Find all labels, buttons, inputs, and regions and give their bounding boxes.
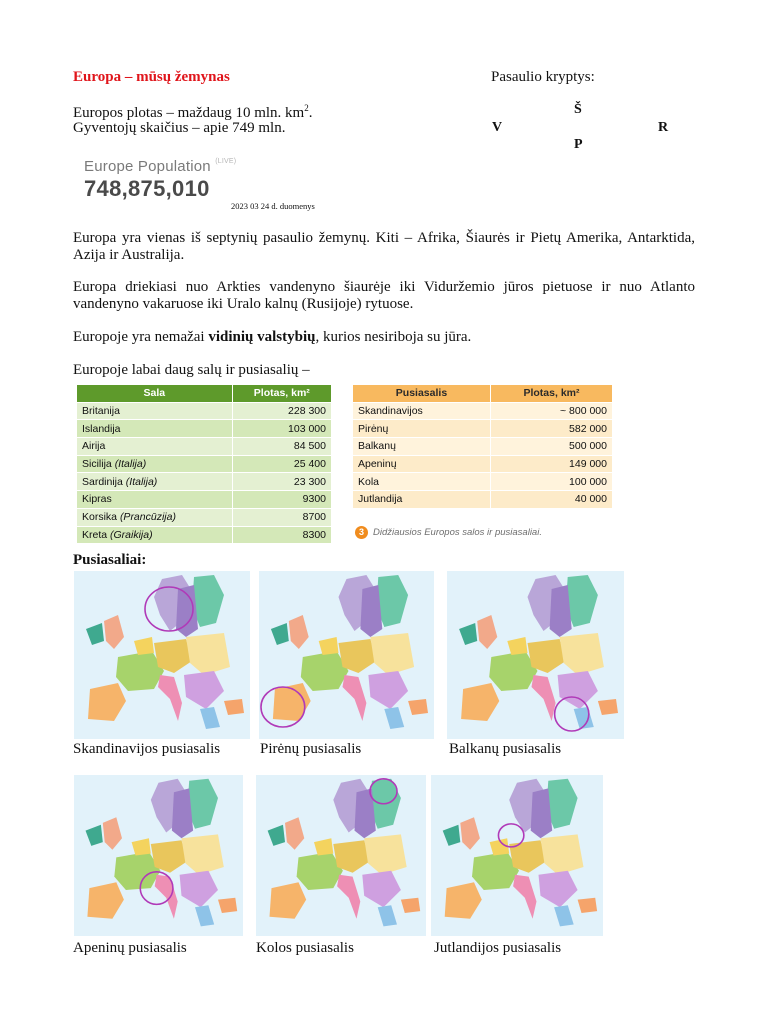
island-name: Britanija xyxy=(77,402,233,420)
peninsula-area: 100 000 xyxy=(490,473,612,491)
peninsula-map xyxy=(74,775,243,936)
table-row xyxy=(77,455,332,473)
map-caption: Jutlandijos pusiasalis xyxy=(434,940,562,956)
peninsula-name: Skandinavijos xyxy=(353,402,491,420)
table-row xyxy=(77,491,332,509)
table-row xyxy=(77,402,332,420)
population-counter: 748,875,010 xyxy=(84,176,210,201)
population-stat: Gyventojų skaičius – apie 749 mln. xyxy=(73,120,286,136)
island-area: 9300 xyxy=(232,491,331,509)
island-name: Islandija xyxy=(77,420,233,438)
peninsula-map xyxy=(431,775,603,936)
map-caption: Skandinavijos pusiasalis xyxy=(73,741,221,757)
paragraph-islands-intro: Europoje labai daug salų ir pusiasalių – xyxy=(73,362,310,378)
island-name: Kreta (Graikija) xyxy=(77,526,233,544)
table-row xyxy=(77,473,332,491)
population-widget-title: Europe Population $^{(LIVE)}$ xyxy=(84,158,237,175)
peninsulas-table xyxy=(352,384,613,509)
table-row xyxy=(77,508,332,526)
table-row xyxy=(353,438,613,456)
peninsula-area: 149 000 xyxy=(490,455,612,473)
table-row xyxy=(353,455,613,473)
table-caption-text: Didžiausios Europos salos ir pusiasaliai. xyxy=(373,527,542,538)
island-name: Korsika (Prancūzija) xyxy=(77,508,233,526)
landlocked-term: vidinių valstybių xyxy=(208,329,316,345)
map-caption: Kolos pusiasalis xyxy=(256,940,354,956)
peninsulas-heading: Pusiasaliai: xyxy=(73,552,147,568)
table-row xyxy=(353,402,613,420)
map-caption: Pirėnų pusiasalis xyxy=(260,741,362,757)
peninsulas-table-header xyxy=(353,385,613,403)
island-area: 8300 xyxy=(232,526,331,544)
peninsula-area: ~ 800 000 xyxy=(490,402,612,420)
table-row xyxy=(77,526,332,544)
population-date-note: 2023 03 24 d. duomenys xyxy=(231,201,315,211)
table-row xyxy=(77,438,332,456)
islands-table xyxy=(76,384,332,544)
island-area: 8700 xyxy=(232,508,331,526)
peninsula-area: 40 000 xyxy=(490,491,612,509)
table-caption xyxy=(355,526,542,539)
directions-label: Pasaulio kryptys: xyxy=(491,69,595,85)
peninsula-map xyxy=(447,571,624,739)
peninsula-map xyxy=(259,571,434,739)
paragraph-extent: Europa driekiasi nuo Arkties vandenyno šiaurėje iki Viduržemio jūros pietuose ir nuo Atlanto vandenyno vakaruose iki Uralo kalnų (Rusijoje) rytuose. xyxy=(73,279,695,312)
peninsula-name: Apeninų xyxy=(353,455,491,473)
peninsula-name: Balkanų xyxy=(353,438,491,456)
peninsula-map xyxy=(256,775,426,936)
area-end: . xyxy=(308,105,313,121)
table-row xyxy=(353,473,613,491)
peninsula-name: Kola xyxy=(353,473,491,491)
table-row xyxy=(77,420,332,438)
paragraph-landlocked: Europoje yra nemažai vidinių valstybių, kurios nesiriboja su jūra. xyxy=(73,329,472,345)
peninsula-area: 500 000 xyxy=(490,438,612,456)
map-caption: Balkanų pusiasalis xyxy=(449,741,562,757)
population-widget xyxy=(84,158,244,202)
island-name: Kipras xyxy=(77,491,233,509)
area-text: Europos plotas – maždaug 10 mln. km xyxy=(73,105,305,121)
island-area: 228 300 xyxy=(232,402,331,420)
island-area: 23 300 xyxy=(232,473,331,491)
peninsula-name: Jutlandija xyxy=(353,491,491,509)
islands-table-header xyxy=(77,385,332,403)
area-sup: 2 xyxy=(304,103,309,113)
column-header: Plotas, km² xyxy=(490,385,612,403)
island-name: Airija xyxy=(77,438,233,456)
island-area: 25 400 xyxy=(232,455,331,473)
peninsula-area: 582 000 xyxy=(490,420,612,438)
figure-number-badge: 3 xyxy=(355,526,368,539)
map-caption: Apeninų pusiasalis xyxy=(73,940,187,956)
island-name: Sicilija (Italija) xyxy=(77,455,233,473)
island-area: 84 500 xyxy=(232,438,331,456)
island-name: Sardinija (Italija) xyxy=(77,473,233,491)
direction-south: P xyxy=(574,137,583,152)
page-title: Europa – mūsų žemynas xyxy=(73,69,230,85)
column-header: Sala xyxy=(77,385,233,403)
peninsula-map xyxy=(74,571,250,739)
table-row xyxy=(353,420,613,438)
direction-east: R xyxy=(658,120,669,135)
column-header: Pusiasalis xyxy=(353,385,491,403)
island-area: 103 000 xyxy=(232,420,331,438)
direction-north: Š xyxy=(574,102,582,117)
column-header: Plotas, km² xyxy=(232,385,331,403)
peninsula-name: Pirėnų xyxy=(353,420,491,438)
paragraph-continents: Europa yra vienas iš septynių pasaulio žemynų. Kiti – Afrika, Šiaurės ir Pietų Amerika, Antarktida, Azija ir Australija. xyxy=(73,230,695,263)
table-row xyxy=(353,491,613,509)
direction-west: V xyxy=(492,120,503,135)
